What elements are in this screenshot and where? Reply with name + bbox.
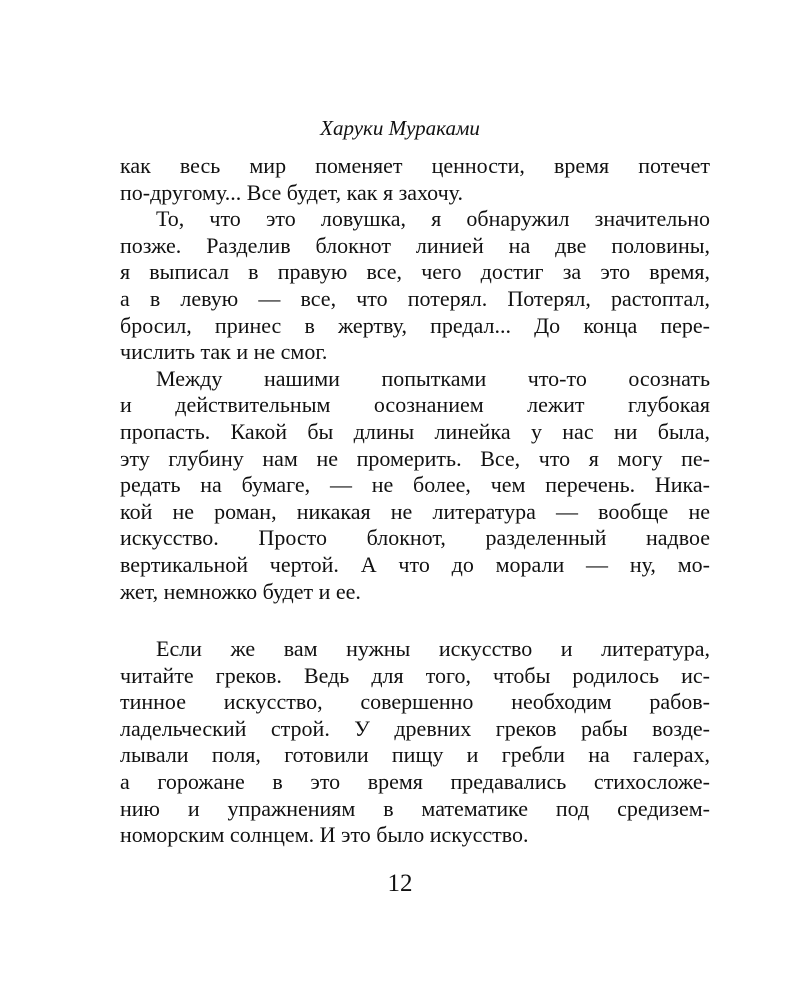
text-line: числить так и не смог. bbox=[120, 339, 328, 365]
text-line: читайте греков. Ведь для того, чтобы родилось ис- bbox=[120, 662, 710, 688]
text-line: пропасть. Какой бы длины линейка у нас ни была, bbox=[120, 418, 710, 444]
text-line: кой не роман, никакая не литература — вообще не bbox=[120, 498, 710, 524]
text-line: вертикальной чертой. А что до морали — ну, мо- bbox=[120, 551, 710, 577]
text-line: Если же вам нужны искусство и литература, bbox=[156, 636, 710, 661]
page-number: 12 bbox=[387, 870, 413, 897]
text-line: по-другому... Все будет, как я захочу. bbox=[120, 179, 463, 205]
text-line: тинное искусство, совершенно необходим рабов- bbox=[120, 689, 710, 715]
text-line: То, что это ловушка, я обнаружил значительно bbox=[156, 206, 710, 232]
paragraph bbox=[120, 366, 710, 605]
text-line: как весь мир поменяет ценности, время потечет bbox=[120, 153, 710, 178]
text-line: нию и упражнениям в математике под средизем- bbox=[120, 795, 710, 821]
text-line: ладельческий строй. У древних греков рабы возде- bbox=[120, 715, 710, 741]
text-line: эту глубину нам не промерить. Все, что я могу пе- bbox=[120, 445, 710, 471]
section-text-block bbox=[120, 636, 710, 849]
text-line: искусство. Просто блокнот, разделенный надвое bbox=[120, 525, 710, 551]
text-line: бросил, принес в жертву, предал... До конца пере- bbox=[120, 312, 710, 338]
text-line: а горожане в это время предавались стихосложе- bbox=[120, 768, 710, 794]
running-head-author: Харуки Мураками bbox=[320, 116, 480, 140]
paragraph bbox=[120, 636, 710, 849]
text-line: я выписал в правую все, чего достиг за это время, bbox=[120, 259, 710, 285]
paragraph bbox=[120, 206, 710, 366]
text-line: лывали поля, готовили пищу и гребли на галерах, bbox=[120, 742, 710, 768]
text-line: жет, немножко будет и ее. bbox=[120, 578, 361, 604]
text-line: а в левую — все, что потерял. Потерял, растоптал, bbox=[120, 285, 710, 311]
text-line: и действительным осознанием лежит глубокая bbox=[120, 392, 710, 418]
text-line: номорским солнцем. И это было искусство. bbox=[120, 822, 529, 848]
text-line: позже. Разделив блокнот линией на две половины, bbox=[120, 232, 710, 258]
text-line: Между нашими попытками что-то осознать bbox=[156, 365, 710, 391]
paragraph bbox=[120, 153, 710, 206]
main-text-block bbox=[120, 153, 710, 605]
text-line: редать на бумаге, — не более, чем перечень. Ника- bbox=[120, 472, 710, 498]
